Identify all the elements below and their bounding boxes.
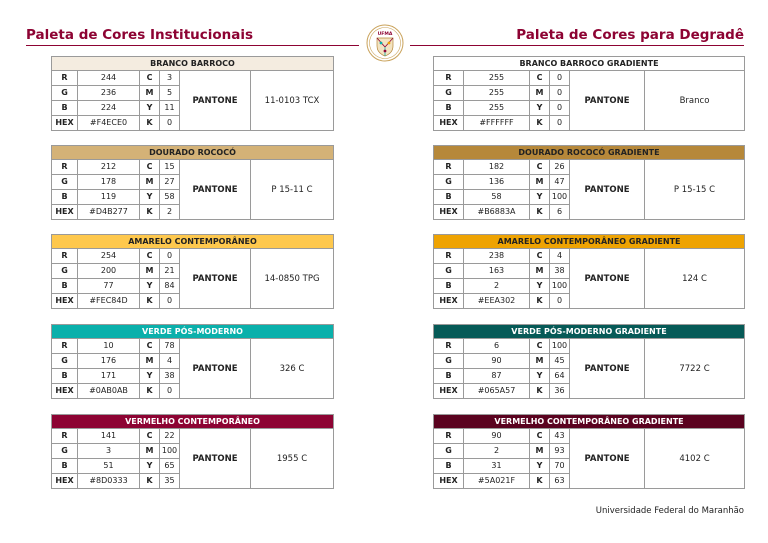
label-g: G <box>434 264 464 279</box>
label-b: B <box>434 369 464 384</box>
palette-block-amarelo-contemporaneo <box>51 234 334 309</box>
label-r: R <box>52 339 78 354</box>
label-g: G <box>52 86 78 101</box>
color-table <box>433 428 745 489</box>
label-m: M <box>140 354 160 369</box>
label-b: B <box>434 459 464 474</box>
color-table <box>433 70 745 131</box>
value-k: 35 <box>160 474 180 489</box>
pantone-label: PANTONE <box>180 429 251 489</box>
value-c: 26 <box>550 160 570 175</box>
label-r: R <box>434 339 464 354</box>
value-c: 15 <box>160 160 180 175</box>
label-hex: HEX <box>52 294 78 309</box>
color-table <box>51 159 334 220</box>
value-c: 43 <box>550 429 570 444</box>
label-r: R <box>434 249 464 264</box>
swatch-bar: DOURADO ROCOCÓ GRADIENTE <box>433 145 745 159</box>
value-r: 90 <box>464 429 530 444</box>
label-r: R <box>52 160 78 175</box>
swatch-bar: BRANCO BARROCO <box>51 56 334 70</box>
label-g: G <box>52 264 78 279</box>
label-c: C <box>530 429 550 444</box>
value-k: 36 <box>550 384 570 399</box>
palette-block-amarelo-contemporaneo-gradiente <box>433 234 745 309</box>
label-b: B <box>52 459 78 474</box>
swatch-bar: DOURADO ROCOCÓ <box>51 145 334 159</box>
label-y: Y <box>530 101 550 116</box>
label-m: M <box>530 86 550 101</box>
palette-block-vermelho-contemporaneo <box>51 414 334 489</box>
label-y: Y <box>530 279 550 294</box>
value-hex: #FFFFFF <box>464 116 530 131</box>
label-b: B <box>434 190 464 205</box>
value-b: 31 <box>464 459 530 474</box>
pantone-label: PANTONE <box>180 249 251 309</box>
swatch-bar: VERMELHO CONTEMPORÂNEO <box>51 414 334 428</box>
pantone-value: 11-0103 TCX <box>251 71 334 131</box>
label-r: R <box>52 249 78 264</box>
value-r: 255 <box>464 71 530 86</box>
label-g: G <box>434 175 464 190</box>
label-c: C <box>140 339 160 354</box>
value-r: 212 <box>78 160 140 175</box>
pantone-label: PANTONE <box>570 249 645 309</box>
value-m: 47 <box>550 175 570 190</box>
label-k: K <box>140 205 160 220</box>
label-b: B <box>52 369 78 384</box>
value-y: 58 <box>160 190 180 205</box>
value-c: 0 <box>160 249 180 264</box>
pantone-label: PANTONE <box>180 71 251 131</box>
value-y: 64 <box>550 369 570 384</box>
value-r: 182 <box>464 160 530 175</box>
color-table <box>51 428 334 489</box>
value-c: 0 <box>550 71 570 86</box>
pantone-value: 124 C <box>645 249 745 309</box>
value-g: 255 <box>464 86 530 101</box>
value-g: 176 <box>78 354 140 369</box>
swatch-bar: VERDE PÓS-MODERNO GRADIENTE <box>433 324 745 338</box>
color-table <box>51 248 334 309</box>
value-y: 38 <box>160 369 180 384</box>
value-m: 0 <box>550 86 570 101</box>
value-b: 58 <box>464 190 530 205</box>
value-r: 244 <box>78 71 140 86</box>
value-hex: #5A021F <box>464 474 530 489</box>
value-k: 0 <box>160 384 180 399</box>
label-hex: HEX <box>434 116 464 131</box>
value-k: 0 <box>160 116 180 131</box>
value-b: 255 <box>464 101 530 116</box>
label-b: B <box>434 101 464 116</box>
value-y: 0 <box>550 101 570 116</box>
label-m: M <box>140 175 160 190</box>
swatch-bar: AMARELO CONTEMPORÂNEO <box>51 234 334 248</box>
label-b: B <box>52 101 78 116</box>
label-g: G <box>52 444 78 459</box>
value-g: 2 <box>464 444 530 459</box>
palette-block-verde-pos-moderno <box>51 324 334 399</box>
label-c: C <box>530 339 550 354</box>
label-hex: HEX <box>52 384 78 399</box>
value-m: 93 <box>550 444 570 459</box>
pantone-label: PANTONE <box>180 339 251 399</box>
value-g: 200 <box>78 264 140 279</box>
label-y: Y <box>140 279 160 294</box>
value-c: 100 <box>550 339 570 354</box>
label-k: K <box>140 294 160 309</box>
value-g: 3 <box>78 444 140 459</box>
value-hex: #065A57 <box>464 384 530 399</box>
color-table <box>51 70 334 131</box>
pantone-label: PANTONE <box>570 339 645 399</box>
footer-text: Universidade Federal do Maranhão <box>595 506 744 516</box>
label-g: G <box>434 354 464 369</box>
label-hex: HEX <box>434 474 464 489</box>
label-y: Y <box>140 101 160 116</box>
value-g: 178 <box>78 175 140 190</box>
value-y: 65 <box>160 459 180 474</box>
value-y: 100 <box>550 190 570 205</box>
value-c: 4 <box>550 249 570 264</box>
label-y: Y <box>140 459 160 474</box>
label-hex: HEX <box>52 205 78 220</box>
label-k: K <box>530 205 550 220</box>
label-g: G <box>434 444 464 459</box>
value-b: 171 <box>78 369 140 384</box>
value-r: 10 <box>78 339 140 354</box>
label-g: G <box>434 86 464 101</box>
label-c: C <box>140 429 160 444</box>
color-table <box>433 248 745 309</box>
label-b: B <box>52 190 78 205</box>
right-title-rule <box>410 45 744 46</box>
value-m: 38 <box>550 264 570 279</box>
label-k: K <box>140 116 160 131</box>
color-table <box>51 338 334 399</box>
label-r: R <box>52 429 78 444</box>
label-y: Y <box>530 190 550 205</box>
pantone-value: 14-0850 TPG <box>251 249 334 309</box>
pantone-value: P 15-15 C <box>645 160 745 220</box>
pantone-label: PANTONE <box>180 160 251 220</box>
pantone-label: PANTONE <box>570 429 645 489</box>
label-m: M <box>530 175 550 190</box>
value-hex: #8D0333 <box>78 474 140 489</box>
label-k: K <box>530 294 550 309</box>
value-c: 22 <box>160 429 180 444</box>
label-c: C <box>530 249 550 264</box>
value-k: 0 <box>550 116 570 131</box>
label-hex: HEX <box>52 474 78 489</box>
swatch-bar: VERMELHO CONTEMPORÂNEO GRADIENTE <box>433 414 745 428</box>
label-r: R <box>434 429 464 444</box>
value-b: 51 <box>78 459 140 474</box>
label-hex: HEX <box>52 116 78 131</box>
value-r: 6 <box>464 339 530 354</box>
value-m: 5 <box>160 86 180 101</box>
ufma-logo <box>366 24 404 62</box>
value-k: 6 <box>550 205 570 220</box>
palette-block-vermelho-contemporaneo-gradiente <box>433 414 745 489</box>
value-r: 141 <box>78 429 140 444</box>
label-k: K <box>530 116 550 131</box>
value-hex: #FEC84D <box>78 294 140 309</box>
value-hex: #B6883A <box>464 205 530 220</box>
label-m: M <box>530 444 550 459</box>
label-g: G <box>52 175 78 190</box>
label-hex: HEX <box>434 294 464 309</box>
value-m: 21 <box>160 264 180 279</box>
label-c: C <box>140 160 160 175</box>
value-k: 0 <box>550 294 570 309</box>
value-b: 119 <box>78 190 140 205</box>
value-c: 3 <box>160 71 180 86</box>
label-m: M <box>140 444 160 459</box>
value-g: 136 <box>464 175 530 190</box>
label-y: Y <box>140 190 160 205</box>
palette-block-verde-pos-moderno-gradiente <box>433 324 745 399</box>
value-m: 27 <box>160 175 180 190</box>
label-r: R <box>52 71 78 86</box>
label-r: R <box>434 71 464 86</box>
value-hex: #EEA302 <box>464 294 530 309</box>
value-c: 78 <box>160 339 180 354</box>
label-k: K <box>140 384 160 399</box>
value-r: 238 <box>464 249 530 264</box>
label-k: K <box>530 474 550 489</box>
label-c: C <box>530 160 550 175</box>
value-k: 0 <box>160 294 180 309</box>
swatch-bar: BRANCO BARROCO GRADIENTE <box>433 56 745 70</box>
value-y: 11 <box>160 101 180 116</box>
value-hex: #D4B277 <box>78 205 140 220</box>
label-r: R <box>434 160 464 175</box>
value-g: 163 <box>464 264 530 279</box>
swatch-bar: VERDE PÓS-MODERNO <box>51 324 334 338</box>
color-table <box>433 338 745 399</box>
label-g: G <box>52 354 78 369</box>
pantone-label: PANTONE <box>570 160 645 220</box>
pantone-value: 326 C <box>251 339 334 399</box>
value-b: 87 <box>464 369 530 384</box>
pantone-value: 4102 C <box>645 429 745 489</box>
value-y: 84 <box>160 279 180 294</box>
label-b: B <box>434 279 464 294</box>
value-m: 45 <box>550 354 570 369</box>
label-m: M <box>530 354 550 369</box>
label-m: M <box>140 264 160 279</box>
color-table <box>433 159 745 220</box>
label-m: M <box>140 86 160 101</box>
pantone-label: PANTONE <box>570 71 645 131</box>
value-g: 90 <box>464 354 530 369</box>
pantone-value: 7722 C <box>645 339 745 399</box>
value-g: 236 <box>78 86 140 101</box>
label-b: B <box>52 279 78 294</box>
left-title-rule <box>26 45 359 46</box>
label-c: C <box>530 71 550 86</box>
palette-block-branco-barroco-gradiente <box>433 56 745 131</box>
pantone-value: P 15-11 C <box>251 160 334 220</box>
value-y: 100 <box>550 279 570 294</box>
label-c: C <box>140 71 160 86</box>
pantone-value: 1955 C <box>251 429 334 489</box>
value-k: 2 <box>160 205 180 220</box>
palette-block-dourado-rococo <box>51 145 334 220</box>
value-m: 4 <box>160 354 180 369</box>
label-k: K <box>530 384 550 399</box>
value-hex: #0AB0AB <box>78 384 140 399</box>
value-b: 77 <box>78 279 140 294</box>
palette-block-branco-barroco <box>51 56 334 131</box>
right-page-title: Paleta de Cores para Degradê <box>516 27 744 43</box>
palette-block-dourado-rococo-gradiente <box>433 145 745 220</box>
label-hex: HEX <box>434 384 464 399</box>
label-y: Y <box>530 369 550 384</box>
value-r: 254 <box>78 249 140 264</box>
svg-text:UFMA: UFMA <box>377 32 393 37</box>
pantone-value: Branco <box>645 71 745 131</box>
value-b: 224 <box>78 101 140 116</box>
value-k: 63 <box>550 474 570 489</box>
label-hex: HEX <box>434 205 464 220</box>
value-m: 100 <box>160 444 180 459</box>
left-page-title: Paleta de Cores Institucionais <box>26 27 254 43</box>
value-hex: #F4ECE0 <box>78 116 140 131</box>
label-m: M <box>530 264 550 279</box>
value-y: 70 <box>550 459 570 474</box>
value-b: 2 <box>464 279 530 294</box>
label-y: Y <box>530 459 550 474</box>
label-y: Y <box>140 369 160 384</box>
label-k: K <box>140 474 160 489</box>
swatch-bar: AMARELO CONTEMPORÂNEO GRADIENTE <box>433 234 745 248</box>
label-c: C <box>140 249 160 264</box>
